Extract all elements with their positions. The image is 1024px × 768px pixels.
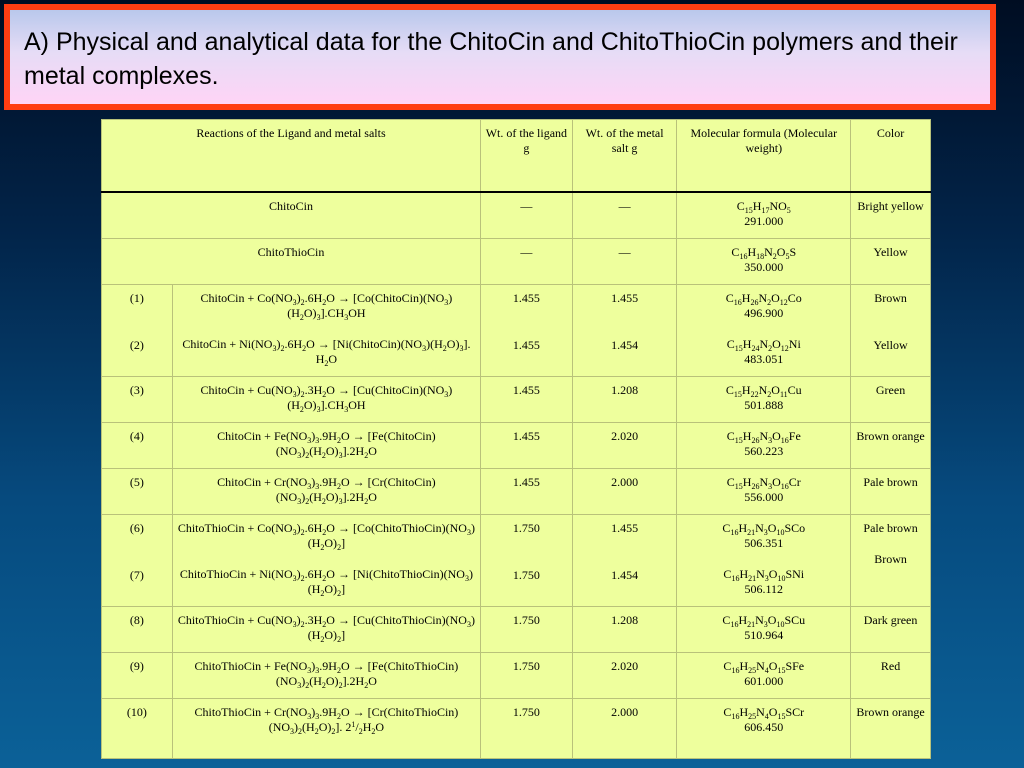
wt-metal: — (572, 238, 677, 284)
color-cell: Brown orange (851, 698, 931, 758)
complex-number: (9) (102, 652, 173, 698)
molecular-formula: $C_{15}H_{26}N_3O_{16}Fe$ (726, 428, 801, 445)
reaction-equation: ChitoCin + $Co(NO_3)_2.6H_2O$ → $[Co(ChitoCin)(NO_3)(H_2O)_3].CH_3OH$ (200, 290, 453, 322)
color-value: Pale brown (863, 520, 918, 535)
formula-cell (677, 652, 851, 698)
wt-metal: 1.208 (572, 606, 677, 652)
wt-ligand: 1.750 (480, 606, 572, 652)
reaction-cell (172, 514, 480, 606)
molecular-weight: 291.000 (744, 214, 784, 228)
wt-ligand: 1.455 (512, 290, 540, 305)
reaction-equation: ChitoThioCin + $Co(NO_3)_2.6H_2O$ → $[Co(ChitoThioCin)(NO_3)(H_2O)_2]$ (177, 520, 475, 552)
header-wt-metal: Wt. of the metal salt g (572, 120, 677, 193)
molecular-formula: $C_{15}H_{22}N_2O_{11}Cu$ (725, 382, 802, 399)
wt-ligand: 1.455 (512, 337, 540, 352)
wt-metal: 1.454 (611, 337, 639, 352)
color-cell: Yellow (851, 238, 931, 284)
wt-metal: 2.000 (572, 468, 677, 514)
table-row (102, 192, 931, 238)
molecular-formula: $C_{16}H_{21}N_3O_{10}SCo$ (722, 520, 806, 537)
wt-metal-cell (572, 284, 677, 376)
molecular-weight: 606.450 (744, 719, 784, 734)
wt-ligand-cell (480, 514, 572, 606)
reaction-equation: ChitoThioCin + $Ni(NO_3)_2.6H_2O$ → $[Ni(ChitoThioCin)(NO_3)(H_2O)_2]$ (179, 566, 473, 598)
molecular-weight: 483.051 (744, 351, 784, 366)
color-cell (851, 284, 931, 376)
molecular-formula: $C_{15}H_{17}NO_5$ (736, 199, 791, 215)
color-value: Brown (874, 551, 907, 566)
formula-cell (677, 606, 851, 652)
wt-ligand: 1.455 (480, 376, 572, 422)
header-color: Color (851, 120, 931, 193)
reaction-equation: ChitoThioCin + $Fe(NO_3)_3.9H_2O$ → $[Fe(ChitoThioCin)(NO_3)_2(H_2O)_2].2H_2O$ (172, 652, 480, 698)
ligand-name: ChitoThioCin (102, 238, 481, 284)
formula-cell (677, 284, 851, 376)
complex-number: (7) (129, 567, 144, 582)
molecular-weight: 556.000 (744, 489, 784, 504)
reaction-equation: ChitoCin + $Cu(NO_3)_2.3H_2O$ → $[Cu(ChitoCin)(NO_3)(H_2O)_3].CH_3OH$ (172, 376, 480, 422)
molecular-weight: 601.000 (744, 673, 784, 688)
table-row (102, 698, 931, 758)
formula-cell (677, 192, 851, 238)
formula-cell (677, 422, 851, 468)
wt-metal: 1.455 (611, 520, 639, 535)
wt-metal: 2.020 (572, 652, 677, 698)
complex-number-cell (102, 284, 173, 376)
molecular-formula: $C_{16}H_{25}N_4O_{15}SFe$ (723, 658, 805, 675)
molecular-weight: 506.351 (744, 535, 784, 550)
color-value: Brown (874, 290, 907, 305)
wt-ligand: — (480, 192, 572, 238)
reaction-equation: ChitoThioCin + $Cr(NO_3)_3.9H_2O$ → $[Cr(ChitoThioCin)(NO_3)_2(H_2O)_2]$. $2^1/_2H_2O$ (172, 698, 480, 758)
molecular-formula: $C_{16}H_{25}N_4O_{15}SCr$ (723, 704, 805, 721)
complex-number: (8) (102, 606, 173, 652)
ligand-name: ChitoCin (102, 192, 481, 238)
molecular-weight: 560.223 (744, 443, 784, 458)
formula-cell (677, 698, 851, 758)
reaction-equation: ChitoThioCin + $Cu(NO_3)_2.3H_2O$ → $[Cu(ChitoThioCin)(NO_3)(H_2O)_2]$ (172, 606, 480, 652)
header-wt-ligand: Wt. of the ligand g (480, 120, 572, 193)
title-box (4, 4, 996, 110)
color-cell (851, 514, 931, 606)
table-row (102, 284, 931, 376)
color-cell: Bright yellow (851, 192, 931, 238)
color-cell: Pale brown (851, 468, 931, 514)
reaction-equation: ChitoCin + $Fe(NO_3)_3.9H_2O$ → $[Fe(ChitoCin)(NO_3)_2(H_2O)_3].2H_2O$ (172, 422, 480, 468)
molecular-formula: $C_{16}H_{18}N_2O_5S$ (731, 244, 797, 261)
wt-metal: 1.208 (572, 376, 677, 422)
table-row (102, 376, 931, 422)
formula-cell (677, 468, 851, 514)
wt-metal-cell (572, 514, 677, 606)
molecular-formula: $C_{16}H_{21}N_3O_{10}SCu$ (722, 612, 806, 629)
wt-metal: — (572, 192, 677, 238)
complex-number: (2) (129, 337, 144, 352)
wt-metal: 1.455 (611, 290, 639, 305)
complex-number: (3) (102, 376, 173, 422)
molecular-weight: 510.964 (744, 627, 784, 642)
header-row (102, 120, 931, 193)
wt-ligand: 1.455 (480, 468, 572, 514)
color-cell: Green (851, 376, 931, 422)
table-row (102, 422, 931, 468)
molecular-weight: 350.000 (744, 259, 784, 274)
reaction-cell (172, 284, 480, 376)
header-reactions: Reactions of the Ligand and metal salts (102, 120, 481, 193)
color-value: Yellow (873, 337, 908, 352)
molecular-weight: 506.112 (744, 581, 784, 596)
wt-ligand: 1.455 (480, 422, 572, 468)
table-row (102, 606, 931, 652)
table-row (102, 468, 931, 514)
complex-number: (10) (102, 698, 173, 758)
slide-title: A) Physical and analytical data for the ChitoCin and ChitoThioCin polymers and their metal complexes. (24, 28, 958, 90)
wt-metal: 1.454 (611, 567, 639, 582)
wt-metal: 2.020 (572, 422, 677, 468)
data-table (101, 119, 931, 759)
molecular-formula: $C_{15}H_{26}N_3O_{16}Cr$ (726, 474, 801, 491)
complex-number: (6) (129, 520, 144, 535)
table-row (102, 514, 931, 606)
molecular-formula: $C_{16}H_{21}N_3O_{10}SNi$ (723, 566, 805, 583)
molecular-formula: $C_{15}H_{24}N_2O_{12}Ni$ (726, 336, 801, 353)
table-row (102, 652, 931, 698)
reaction-equation: ChitoCin + $Cr(NO_3)_3.9H_2O$ → $[Cr(ChitoCin)(NO_3)_2(H_2O)_3].2H_2O$ (172, 468, 480, 514)
color-cell: Dark green (851, 606, 931, 652)
color-cell: Brown orange (851, 422, 931, 468)
header-formula: Molecular formula (Molecular weight) (677, 120, 851, 193)
wt-ligand: 1.750 (512, 520, 540, 535)
complex-number: (4) (102, 422, 173, 468)
wt-ligand-cell (480, 284, 572, 376)
complex-number: (5) (102, 468, 173, 514)
reaction-equation: ChitoCin + $Ni(NO_3)_2.6H_2O$ → $[Ni(ChitoCin)(NO_3)(H_2O)_3]$. $H_2O$ (182, 336, 471, 368)
molecular-weight: 496.900 (744, 305, 784, 320)
wt-ligand: 1.750 (512, 567, 540, 582)
wt-ligand: — (480, 238, 572, 284)
complex-number: (1) (129, 290, 144, 305)
wt-metal: 2.000 (572, 698, 677, 758)
formula-cell (677, 514, 851, 606)
table-row (102, 238, 931, 284)
complex-number-cell (102, 514, 173, 606)
color-cell: Red (851, 652, 931, 698)
formula-cell (677, 376, 851, 422)
wt-ligand: 1.750 (480, 652, 572, 698)
formula-cell (677, 238, 851, 284)
wt-ligand: 1.750 (480, 698, 572, 758)
molecular-formula: $C_{16}H_{26}N_2O_{12}Co$ (725, 290, 802, 307)
molecular-weight: 501.888 (744, 397, 784, 412)
